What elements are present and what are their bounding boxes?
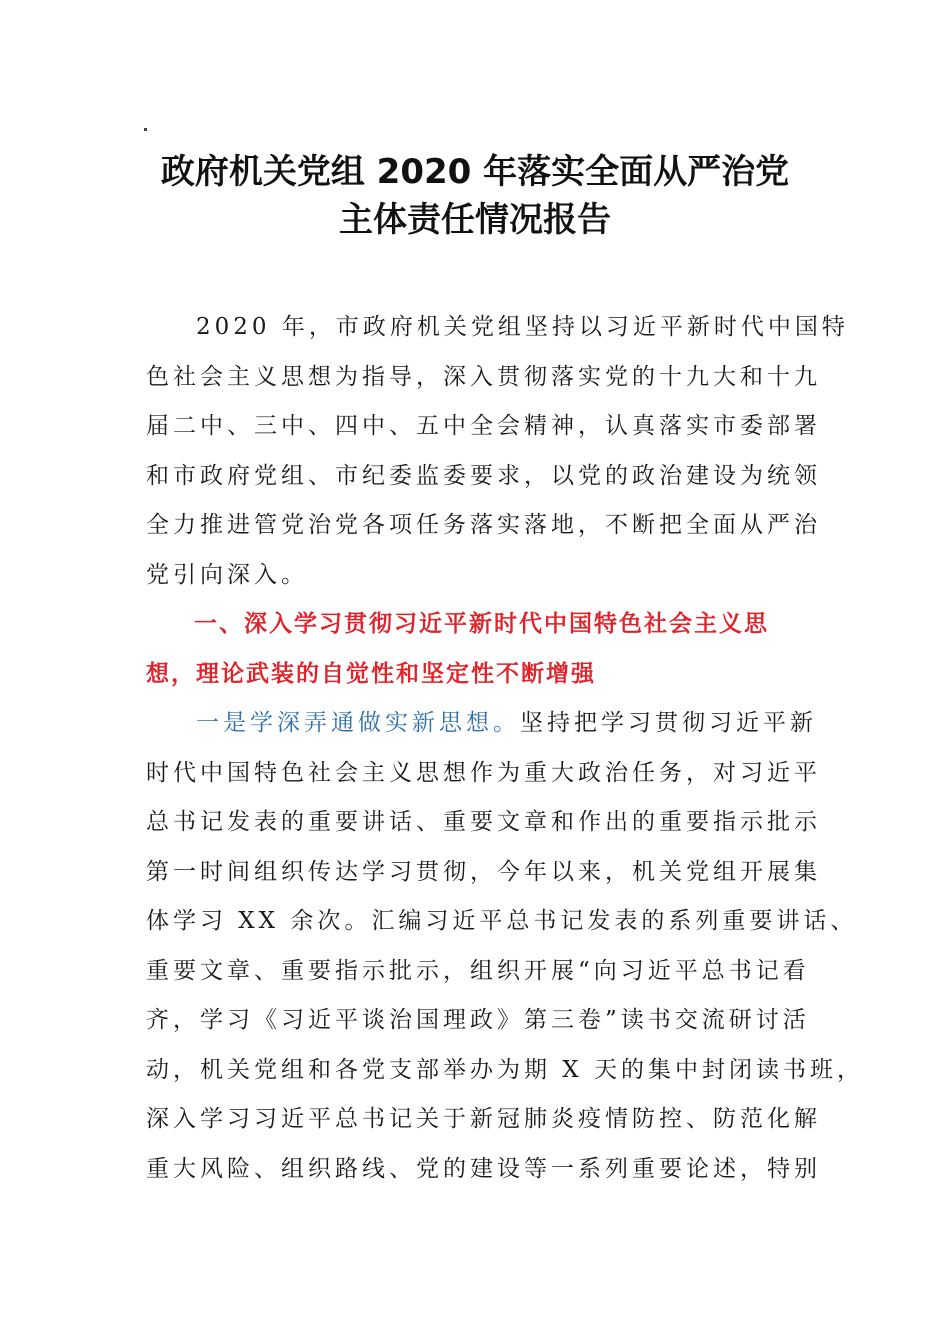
intro-line: 届二中、三中、四中、五中全会精神，认真落实市委部署: [146, 413, 821, 439]
document-body: [146, 303, 864, 1194]
page-corner-mark: [144, 128, 147, 131]
intro-line: 全力推进管党治党各项任务落实落地，不断把全面从严治: [146, 512, 821, 538]
section-1-line: 动，机关党组和各党支部举办为期 X 天的集中封闭读书班，: [146, 1056, 864, 1083]
intro-paragraph: [146, 303, 849, 600]
intro-line: 2020 年，市政府机关党组坚持以习近平新时代中国特: [196, 314, 849, 340]
section-1-line: 重要文章、重要指示批示，组织开展“向习近平总书记看: [146, 957, 810, 984]
section-1-line: 第一时间组织传达学习贯彻，今年以来，机关党组开展集: [146, 858, 821, 885]
title-line-2: 主体责任情况报告: [339, 200, 611, 240]
section-1-line: 时代中国特色社会主义思想作为重大政治任务，对习近平: [146, 759, 821, 786]
section-1-line: 总书记发表的重要讲话、重要文章和作出的重要指示批示: [146, 809, 821, 835]
intro-line: 党引向深入。: [146, 561, 308, 588]
section-heading-line: 一、深入学习贯彻习近平新时代中国特色社会主义思: [194, 611, 769, 637]
intro-line: 和市政府党组、市纪委监委要求，以党的政治建设为统领: [146, 462, 821, 489]
section-1-first-line-text: 坚持把学习贯彻习近平新: [520, 710, 817, 736]
section-heading-line: 想，理论武装的自觉性和坚定性不断增强: [146, 660, 596, 687]
title-line-1: 政府机关党组 2020 年落实全面从严治党: [160, 152, 790, 192]
intro-line: 色社会主义思想为指导，深入贯彻落实党的十九大和十九: [146, 363, 821, 390]
section-1-line: 体学习 XX 余次。汇编习近平总书记发表的系列重要讲话、: [146, 908, 858, 934]
section-1-line: 深入学习习近平总书记关于新冠肺炎疫情防控、防范化解: [146, 1106, 821, 1132]
section-1-heading: [146, 600, 806, 699]
section-1-line: 重大风险、组织路线、党的建设等一系列重要论述，特别: [146, 1155, 821, 1182]
document-title: [140, 148, 810, 244]
subsection-lead: 一是学深弄通做实新思想。: [196, 710, 520, 736]
section-1-paragraph: [146, 699, 864, 1194]
section-1-first-line: [146, 699, 817, 749]
section-1-line: 齐，学习《习近平谈治国理政》第三卷”读书交流研讨活: [146, 1007, 810, 1033]
